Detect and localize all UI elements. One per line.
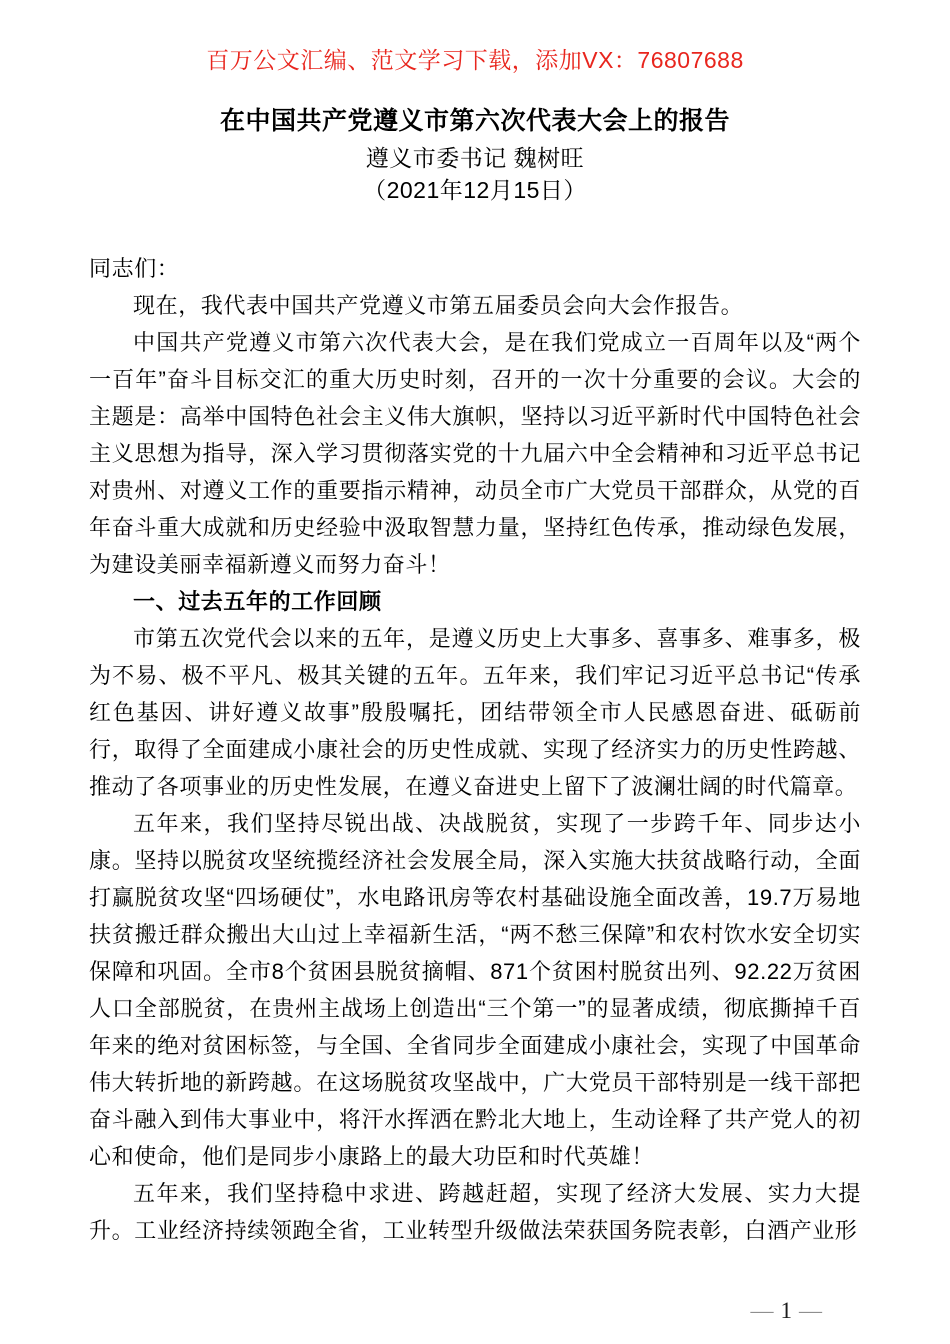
section-heading-past-five-years: 一、过去五年的工作回顾 [133,589,382,614]
paragraph-opening: 现在，我代表中国共产党遵义市第五届委员会向大会作报告。 [133,293,744,318]
doc-title: 在中国共产党遵义市第六次代表大会上的报告 [219,107,730,135]
page-number [751,1298,823,1324]
page-number-dash-left: — [750,1298,774,1323]
doc-byline: 遵义市委书记 魏树旺 [365,145,585,171]
paragraph-congress-theme: 中国共产党遵义市第六次代表大会，是在我们党成立一百周年以及“两个一百年”奋斗目标交汇的重大历史时刻，召开的一次十分重要的会议。大会的主题是：高举中国特色社会主义伟大旗帜，坚持以习近平新时代中国特色社会主义思想为指导，深入学习贯彻落实党的十九届六中全会精神和习近平总书记对贵州、对遵义工作的重要指示精神，动员全市广大党员干部群众，从党的百年奋斗重大成就和历史经验中汲取智慧力量，坚持红色传承，推动绿色发展，为建设美丽幸福新遵义而努力奋斗！ [89,330,861,577]
paragraph-economic-development: 五年来，我们坚持稳中求进、跨越赶超，实现了经济大发展、实力大提升。工业经济持续领跑全省，工业转型升级做法荣获国务院表彰，白酒产业形 [89,1181,861,1243]
paragraph-five-years-review: 市第五次党代会以来的五年，是遵义历史上大事多、喜事多、难事多，极为不易、极不平凡、极其关键的五年。五年来，我们牢记习近平总书记“传承红色基因、讲好遵义故事”殷殷嘱托，团结带领全市人民感恩奋进、砥砺前行，取得了全面建成小康社会的历史性成就、实现了经济实力的历史性跨越、推动了各项事业的历史性发展，在遵义奋进史上留下了波澜壮阔的时代篇章。 [89,626,861,799]
watermark-text: 百万公文汇编、范文学习下载，添加VX：76807688 [206,47,744,73]
doc-date: （2021年12月15日） [363,177,587,203]
page-number-value: 1 [780,1298,792,1323]
doc-body [89,250,861,1249]
paragraph-poverty-alleviation: 五年来，我们坚持尽锐出战、决战脱贫，实现了一步跨千年、同步达小康。坚持以脱贫攻坚统揽经济社会发展全局，深入实施大扶贫战略行动，全面打赢脱贫攻坚“四场硬仗”，水电路讯房等农村基础设施全面改善，19.7万易地扶贫搬迁群众搬出大山过上幸福新生活，“两不愁三保障”和农村饮水安全切实保障和巩固。全市8个贫困县脱贫摘帽、871个贫困村脱贫出列、92.22万贫困人口全部脱贫，在贵州主战场上创造出“三个第一”的显著成绩，彻底撕掉千百年来的绝对贫困标签，与全国、全省同步全面建成小康社会，实现了中国革命伟大转折地的新跨越。在这场脱贫攻坚战中，广大党员干部特别是一线干部把奋斗融入到伟大事业中，将汗水挥洒在黔北大地上，生动诠释了共产党人的初心和使命，他们是同步小康路上的最大功臣和时代英雄！ [89,811,861,1169]
page-number-dash-right: — [799,1298,822,1323]
salutation: 同志们： [89,256,180,281]
